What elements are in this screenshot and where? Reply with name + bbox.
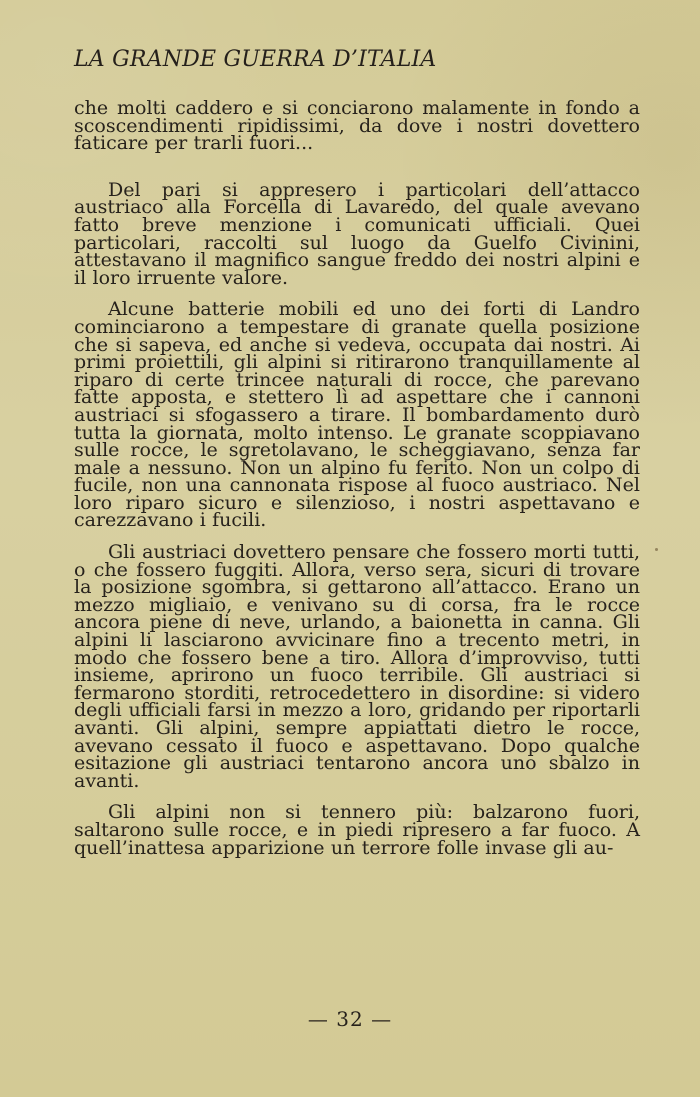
paragraph-4: Gli austriaci dovettero pensare che fossero morti tutti, o che fossero fuggiti. Allora, verso sera, sicuri di trovare la posizione sgombra, si gettarono all’attacco. Erano un mezzo migliaio, e venivano su di corsa, fra le rocce ancora piene di neve, urlando, a baionetta in canna. Gli alpini li lasciarono avvicinare fino a trecento metri, in modo che fossero bene a tiro. Allora d’improvviso, tutti insieme, aprirono un fuoco terribile. Gli austriaci si fermarono storditi, retrocedettero in disordine: si videro degli ufficiali farsi in mezzo a loro, gridando per riportarli avanti. Gli alpini, sempre appiattati dietro le rocce, avevano cessato il fuoco e aspettavano. Dopo qualche esitazione gli austriaci tentarono ancora uno sbalzo in avanti.	[74, 541, 640, 792]
body-text	[74, 97, 640, 871]
running-head: LA GRANDE GUERRA D’ITALIA	[74, 47, 437, 72]
paragraph-2: Del pari si appresero i particolari dell’attacco austriaco alla Forcella di Lavaredo, del quale avevano fatto breve menzione i comunicati ufficiali. Quei particolari, raccolti sul luogo da Guelfo Civinini, attestavano il magnifico sangue freddo dei nostri alpini e il loro irruente valore.	[74, 178, 640, 289]
paragraph-1: che molti caddero e si conciarono malamente in fondo a scoscendimenti ripidissimi, da dove i nostri dovettero faticare per trarli fuori...	[74, 97, 640, 155]
page-number: — 32 —	[307, 1007, 393, 1031]
paragraph-3: Alcune batterie mobili ed uno dei forti di Landro cominciarono a tempestare di granate quella posizione che si sapeva, ed anche si vedeva, occupata dai nostri. Ai primi proiettili, gli alpini si ritirarono tranquillamente al riparo di certe trincee naturali di rocce, che parevano fatte apposta, e stettero lì ad aspettare che i cannoni austriaci si sfogassero a tirare. Il bombardamento durò tutta la giornata, molto intenso. Le granate scoppiavano sulle rocce, le sgretolavano, le scheggiavano, senza far male a nessuno. Non un alpino fu ferito. Non un colpo di fucile, non una cannonata rispose al fuoco austriaco. Nel loro riparo sicuro e silenzioso, i nostri aspettavano e carezzavano i fucili.	[74, 298, 640, 532]
paragraph-5: Gli alpini non si tennero più: balzarono fuori, saltarono sulle rocce, e in piedi ripresero a far fuoco. A quell’inattesa apparizione un terrore folle invase gli au-	[74, 801, 640, 859]
margin-mark	[655, 548, 658, 551]
